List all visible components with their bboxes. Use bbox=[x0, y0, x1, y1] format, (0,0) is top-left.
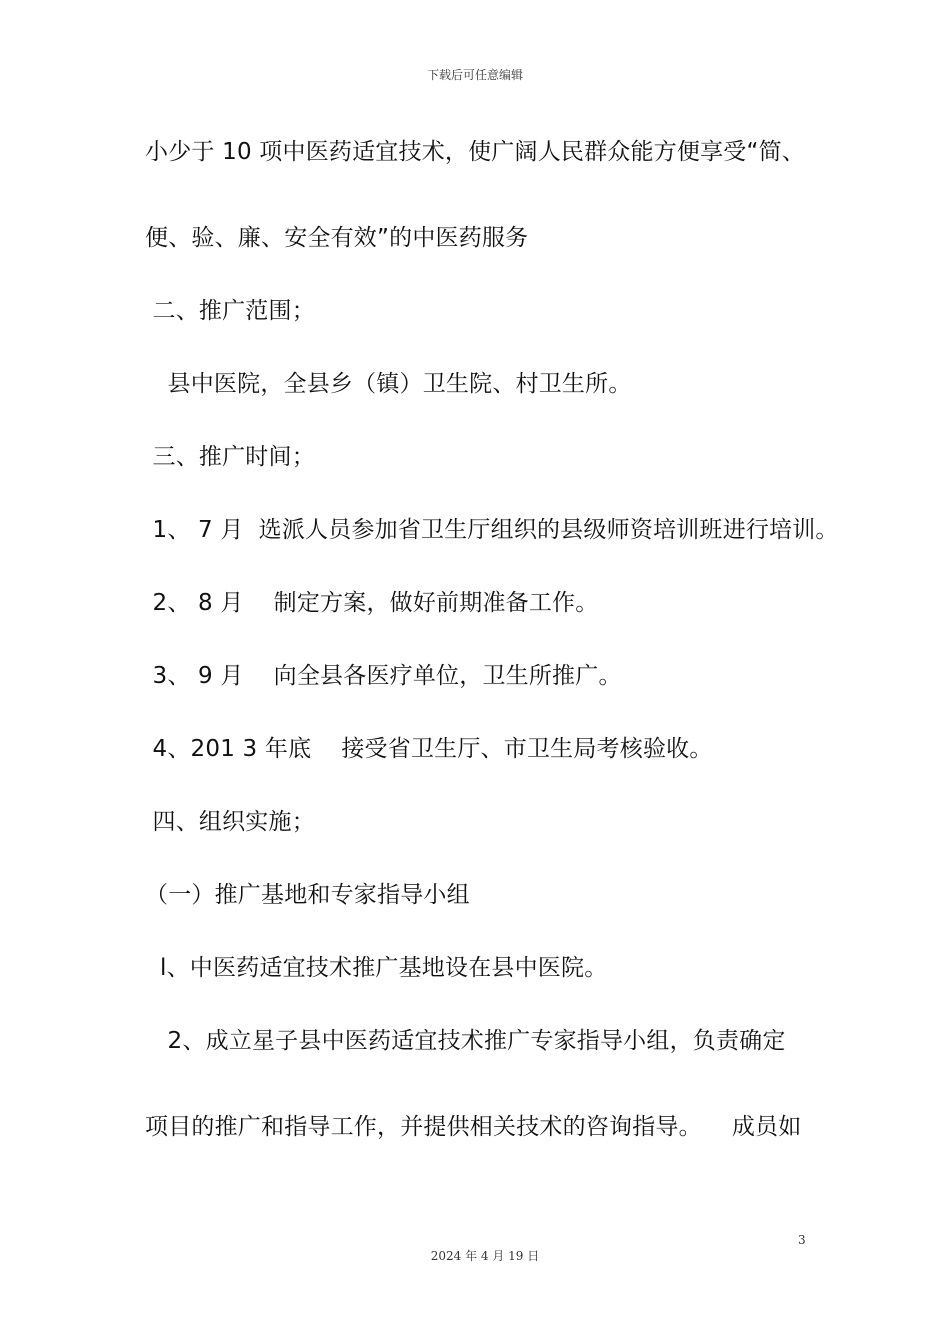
body-line-2: 便、验、廉、安全有效”的中医药服务 bbox=[145, 225, 529, 251]
body-line-scope: 县中医院，全县乡（镇）卫生院、村卫生所。 bbox=[145, 371, 632, 397]
body-line-base: l、中医药适宜技术推广基地设在县中医院。 bbox=[145, 955, 608, 981]
subsection-heading-base: （一）推广基地和专家指导小组 bbox=[145, 882, 470, 908]
body-line-expert-group-cont: 项目的推广和指导工作，并提供相关技术的咨询指导。 成员如 bbox=[145, 1114, 802, 1140]
schedule-item-3: 3、 9 月 向全县各医疗单位，卫生所推广。 bbox=[145, 663, 622, 689]
section-heading-organization: 四、组织实施； bbox=[145, 809, 315, 835]
body-line-expert-group: 2、成立星子县中医药适宜技术推广专家指导小组，负责确定 bbox=[145, 1028, 786, 1054]
section-heading-time: 三、推广时间； bbox=[145, 444, 315, 470]
page-number: 3 bbox=[798, 1233, 806, 1247]
page-footer-date: 2024 年 4 月 19 日 bbox=[430, 1249, 540, 1263]
section-heading-scope: 二、推广范围； bbox=[145, 298, 315, 324]
schedule-item-1: 1、 7 月 选派人员参加省卫生厅组织的县级师资培训班进行培训。 bbox=[145, 517, 839, 543]
page-header: 下载后可任意编辑 bbox=[426, 68, 523, 82]
schedule-item-2: 2、 8 月 制定方案，做好前期准备工作。 bbox=[145, 590, 599, 616]
schedule-item-4: 4、201 3 年底 接受省卫生厅、市卫生局考核验收。 bbox=[145, 736, 713, 762]
body-line-1: 小少于 10 项中医药适宜技术，使广阔人民群众能方便享受“简、 bbox=[145, 139, 806, 165]
